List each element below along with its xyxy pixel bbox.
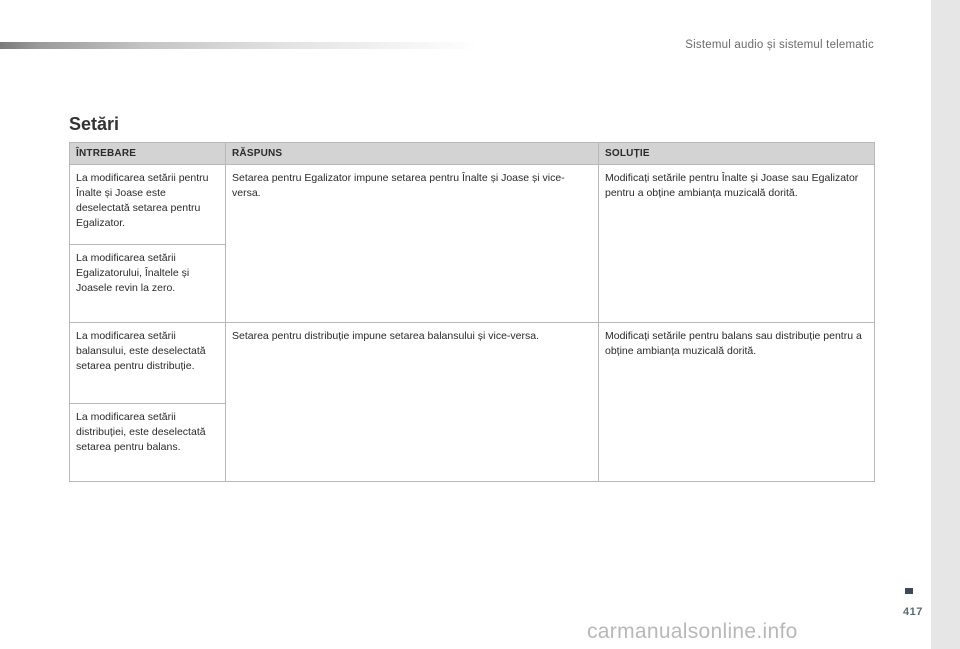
table-row: [70, 165, 875, 245]
question-cell: La modificarea setării balansului, este deselectată setarea pentru distribuție.: [70, 323, 226, 404]
solution-cell: Modificați setările pentru balans sau distribuție pentru a obține ambianța muzicală dorită.: [599, 323, 875, 482]
column-header-solution: SOLUȚIE: [599, 143, 875, 165]
column-header-answer: RĂSPUNS: [226, 143, 599, 165]
page-number: 417: [903, 606, 923, 618]
answer-cell: Setarea pentru Egalizator impune setarea pentru Înalte și Joase și vice-versa.: [226, 165, 599, 323]
answer-cell: Setarea pentru distribuție impune setarea balansului și vice-versa.: [226, 323, 599, 482]
column-header-question: ÎNTREBARE: [70, 143, 226, 165]
question-cell: La modificarea setării distribuției, este deselectată setarea pentru balans.: [70, 404, 226, 482]
header-gradient-bar: [0, 42, 480, 49]
solution-cell: Modificați setările pentru Înalte și Joase sau Egalizator pentru a obține ambianța muzicală dorită.: [599, 165, 875, 323]
table-row: [70, 323, 875, 404]
settings-table: [69, 142, 875, 482]
page-marker-icon: [905, 588, 913, 594]
page-title: Setări: [69, 114, 120, 134]
question-cell: La modificarea setării Egalizatorului, Înaltele și Joasele revin la zero.: [70, 245, 226, 323]
table-header-row: [70, 143, 875, 165]
section-title: Sistemul audio și sistemul telematic: [685, 39, 874, 51]
watermark: carmanualsonline.info: [587, 620, 798, 643]
side-strip: [931, 0, 960, 649]
question-cell: La modificarea setării pentru Înalte și Joase este deselectată setarea pentru Egalizator.: [70, 165, 226, 245]
